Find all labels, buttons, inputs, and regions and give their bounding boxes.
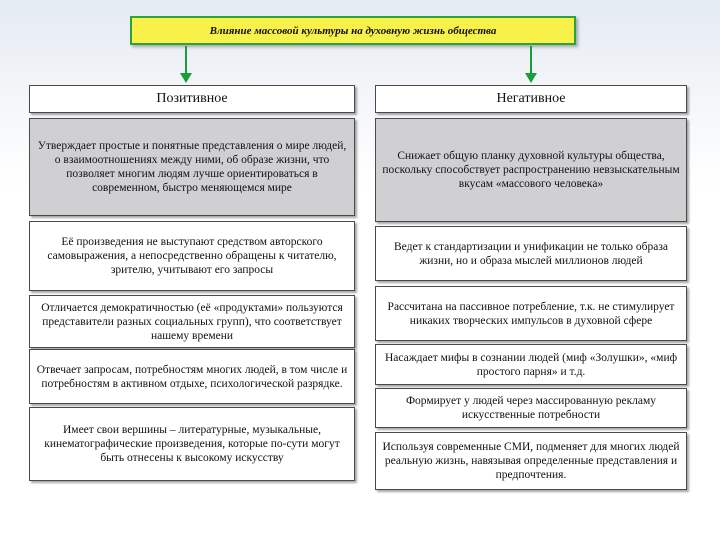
arrow-left-line [185, 46, 187, 74]
diagram-title: Влияние массовой культуры на духовную жизнь общества [130, 16, 576, 45]
positive-item: Отвечает запросам, потребностям многих людей, в том числе и потребностям в активном отдыхе, психологической разрядке. [29, 349, 355, 404]
arrow-left-head [180, 73, 192, 83]
negative-item: Снижает общую планку духовной культуры общества, поскольку способствует распространению невзыскательным вкусам «массового человека» [375, 118, 687, 222]
positive-item: Её произведения не выступают средством авторского самовыражения, а непосредственно обращены к читателю, зрителю, учитывают его запросы [29, 221, 355, 291]
positive-item: Имеет свои вершины – литературные, музыкальные, кинематографические произведения, которые по-сути могут быть отнесены к высокому искусству [29, 407, 355, 481]
positive-item: Утверждает простые и понятные представления о мире людей, о взаимоотношениях между ними, об образе жизни, что позволяет многим людям лучше ориентироваться в современном, быстро меняющемся мире [29, 118, 355, 216]
positive-item: Отличается демократичностью (её «продуктами» пользуются представители разных социальных групп), что соответствует нашему времени [29, 295, 355, 348]
positive-header: Позитивное [29, 85, 355, 113]
negative-item: Формирует у людей через массированную рекламу искусственные потребности [375, 388, 687, 428]
arrow-right-head [525, 73, 537, 83]
negative-item: Насаждает мифы в сознании людей (миф «Золушки», «миф простого парня» и т.д. [375, 344, 687, 385]
negative-header: Негативное [375, 85, 687, 113]
negative-item: Рассчитана на пассивное потребление, т.к. не стимулирует никаких творческих импульсов в духовной сфере [375, 286, 687, 341]
negative-item: Используя современные СМИ, подменяет для многих людей реальную жизнь, навязывая определенные представления и предпочтения. [375, 432, 687, 490]
arrow-right-line [530, 46, 532, 74]
negative-item: Ведет к стандартизации и унификации не только образа жизни, но и образа мыслей миллионов людей [375, 226, 687, 281]
